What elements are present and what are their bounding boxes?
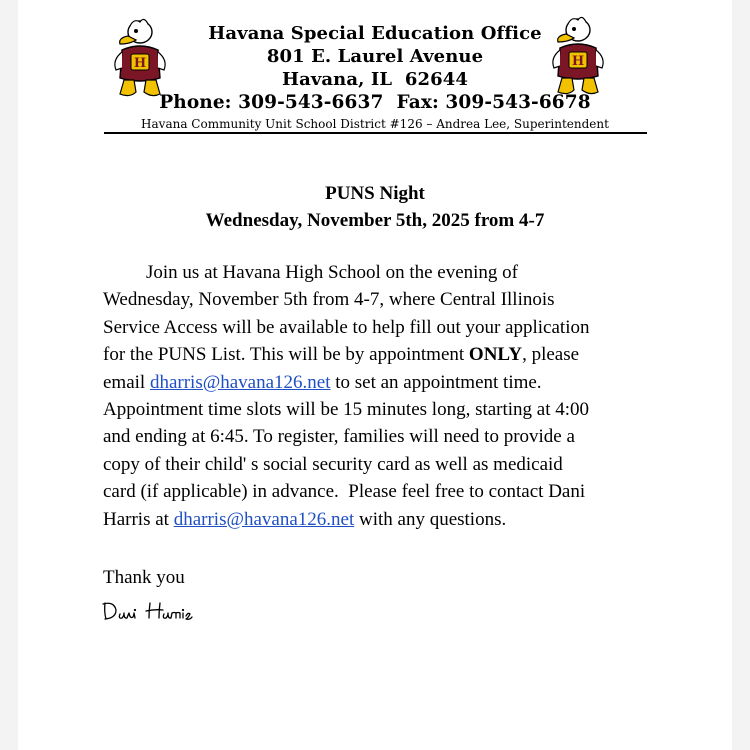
body-line: [103, 369, 663, 396]
emphasis-only: ONLY: [468, 344, 523, 366]
address-line-2: Havana, IL 62644: [281, 69, 468, 90]
office-name: Havana Special Education Office: [208, 23, 542, 44]
body-text: , please: [522, 344, 580, 366]
body-text: for the PUNS List. This will be by appointment: [103, 344, 469, 366]
body-line: and ending at 6:45. To register, families will need to provide a: [103, 426, 575, 448]
header-divider: [104, 132, 647, 134]
handwritten-signature: [102, 598, 222, 624]
body-line: Service Access will be available to help fill out your application: [103, 316, 590, 338]
body-line: card (if applicable) in advance. Please feel free to contact Dani: [103, 481, 586, 503]
body-line: Wednesday, November 5th from 4-7, where Central Illinois: [103, 289, 555, 311]
body-text: Harris at: [103, 508, 174, 530]
district-line: Havana Community Unit School District #126 – Andrea Lee, Superintendent: [141, 117, 609, 131]
body-line: Join us at Havana High School on the evening of: [146, 262, 519, 283]
body-paragraph: [103, 259, 663, 533]
signature-icon: [102, 598, 222, 624]
body-text: email: [103, 371, 150, 393]
notice-subtitle: Wednesday, November 5th, 2025 from 4-7: [205, 210, 545, 231]
svg-text:H: H: [133, 56, 147, 71]
address-line-1: 801 E. Laurel Avenue: [266, 46, 484, 67]
letterhead: [0, 22, 750, 114]
body-text: to set an appointment time.: [330, 371, 542, 393]
body-line: copy of their child' s social security card as well as medicaid: [103, 453, 563, 475]
email-link[interactable]: dharris@havana126.net: [149, 371, 331, 393]
phone-fax: Phone: 309-543-6637 Fax: 309-543-6678: [159, 92, 591, 113]
body-line: Appointment time slots will be 15 minutes long, starting at 4:00: [103, 398, 590, 420]
body-line: [103, 506, 663, 533]
notice-title: PUNS Night: [325, 183, 425, 204]
email-link[interactable]: dharris@havana126.net: [173, 508, 355, 530]
body-line: [103, 341, 663, 368]
body-text: with any questions.: [354, 508, 507, 530]
svg-text:H: H: [571, 54, 585, 69]
closing-thanks: Thank you: [103, 567, 185, 588]
notice-heading: [0, 180, 750, 234]
